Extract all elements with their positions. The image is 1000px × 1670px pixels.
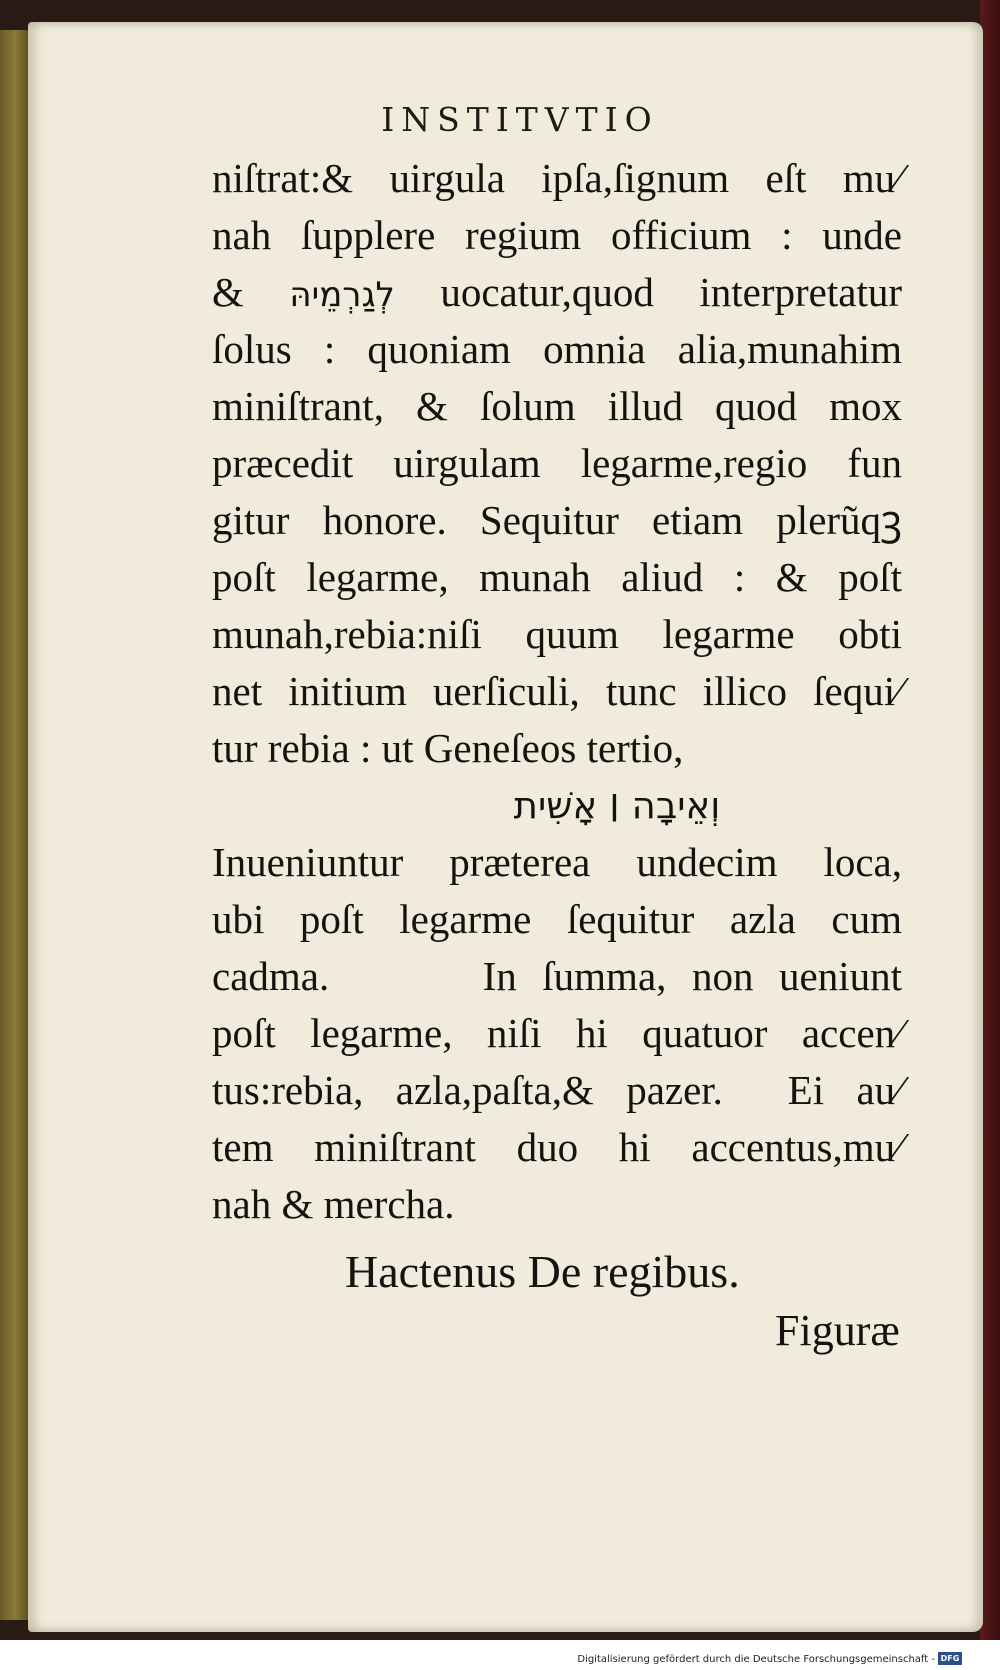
dfg-logo-icon: DFG bbox=[938, 1652, 962, 1665]
page-edge bbox=[980, 0, 1000, 1640]
text-line: gitur honore. Sequitur etiam plerũqꝫ bbox=[212, 497, 902, 543]
text-line: ubi poſt legarme ſequitur azla cum bbox=[212, 896, 902, 942]
text-fragment: uocatur,quod interpretatur bbox=[440, 269, 902, 315]
hebrew-quotation: וְאֵיבָה ׀ אָשִׁית bbox=[513, 784, 721, 827]
catchword: Figuræ bbox=[775, 1306, 900, 1355]
text-line: munah,rebia:niſi quum legarme obti bbox=[212, 611, 902, 657]
text-line: Inueniuntur præterea undecim loca, bbox=[212, 839, 902, 885]
text-line: net initium uerſiculi, tunc illico ſequi⁄ bbox=[212, 668, 902, 714]
text-line: cadma. In ſumma, non ueniunt bbox=[212, 953, 902, 999]
text-fragment: & bbox=[212, 269, 290, 315]
section-heading: Hactenus De regibus. bbox=[345, 1246, 740, 1297]
text-line: tem miniſtrant duo hi accentus,mu⁄ bbox=[212, 1124, 902, 1170]
running-head: INSTITVTIO bbox=[381, 100, 659, 139]
book-binding bbox=[0, 30, 30, 1620]
text-line: nah & mercha. bbox=[212, 1181, 455, 1227]
text-line: præcedit uirgulam legarme,regio fun bbox=[212, 440, 902, 486]
text-line: ſolus : quoniam omnia alia,munahim bbox=[212, 326, 902, 372]
body-text bbox=[212, 150, 902, 1233]
text-line: poſt legarme, munah aliud : & poſt bbox=[212, 554, 902, 600]
text-line: poſt legarme, niſi hi quatuor accen⁄ bbox=[212, 1010, 902, 1056]
text-line-with-hebrew bbox=[212, 264, 902, 321]
text-line: tur rebia : ut Geneſeos tertio, bbox=[212, 725, 684, 771]
text-line: nah ſupplere regium officium : unde bbox=[212, 212, 902, 258]
footer-credit: Digitalisierung gefördert durch die Deutsche Forschungsgemeinschaft - bbox=[577, 1654, 935, 1665]
text-line: tus:rebia, azla,paſta,& pazer. Ei au⁄ bbox=[212, 1067, 902, 1113]
text-line: miniſtrant, & ſolum illud quod mox bbox=[212, 383, 902, 429]
hebrew-word: לְגַרְמֵיהּ bbox=[289, 275, 395, 315]
text-line: niſtrat:& uirgula ipſa,ſignum eſt mu⁄ bbox=[212, 155, 902, 201]
